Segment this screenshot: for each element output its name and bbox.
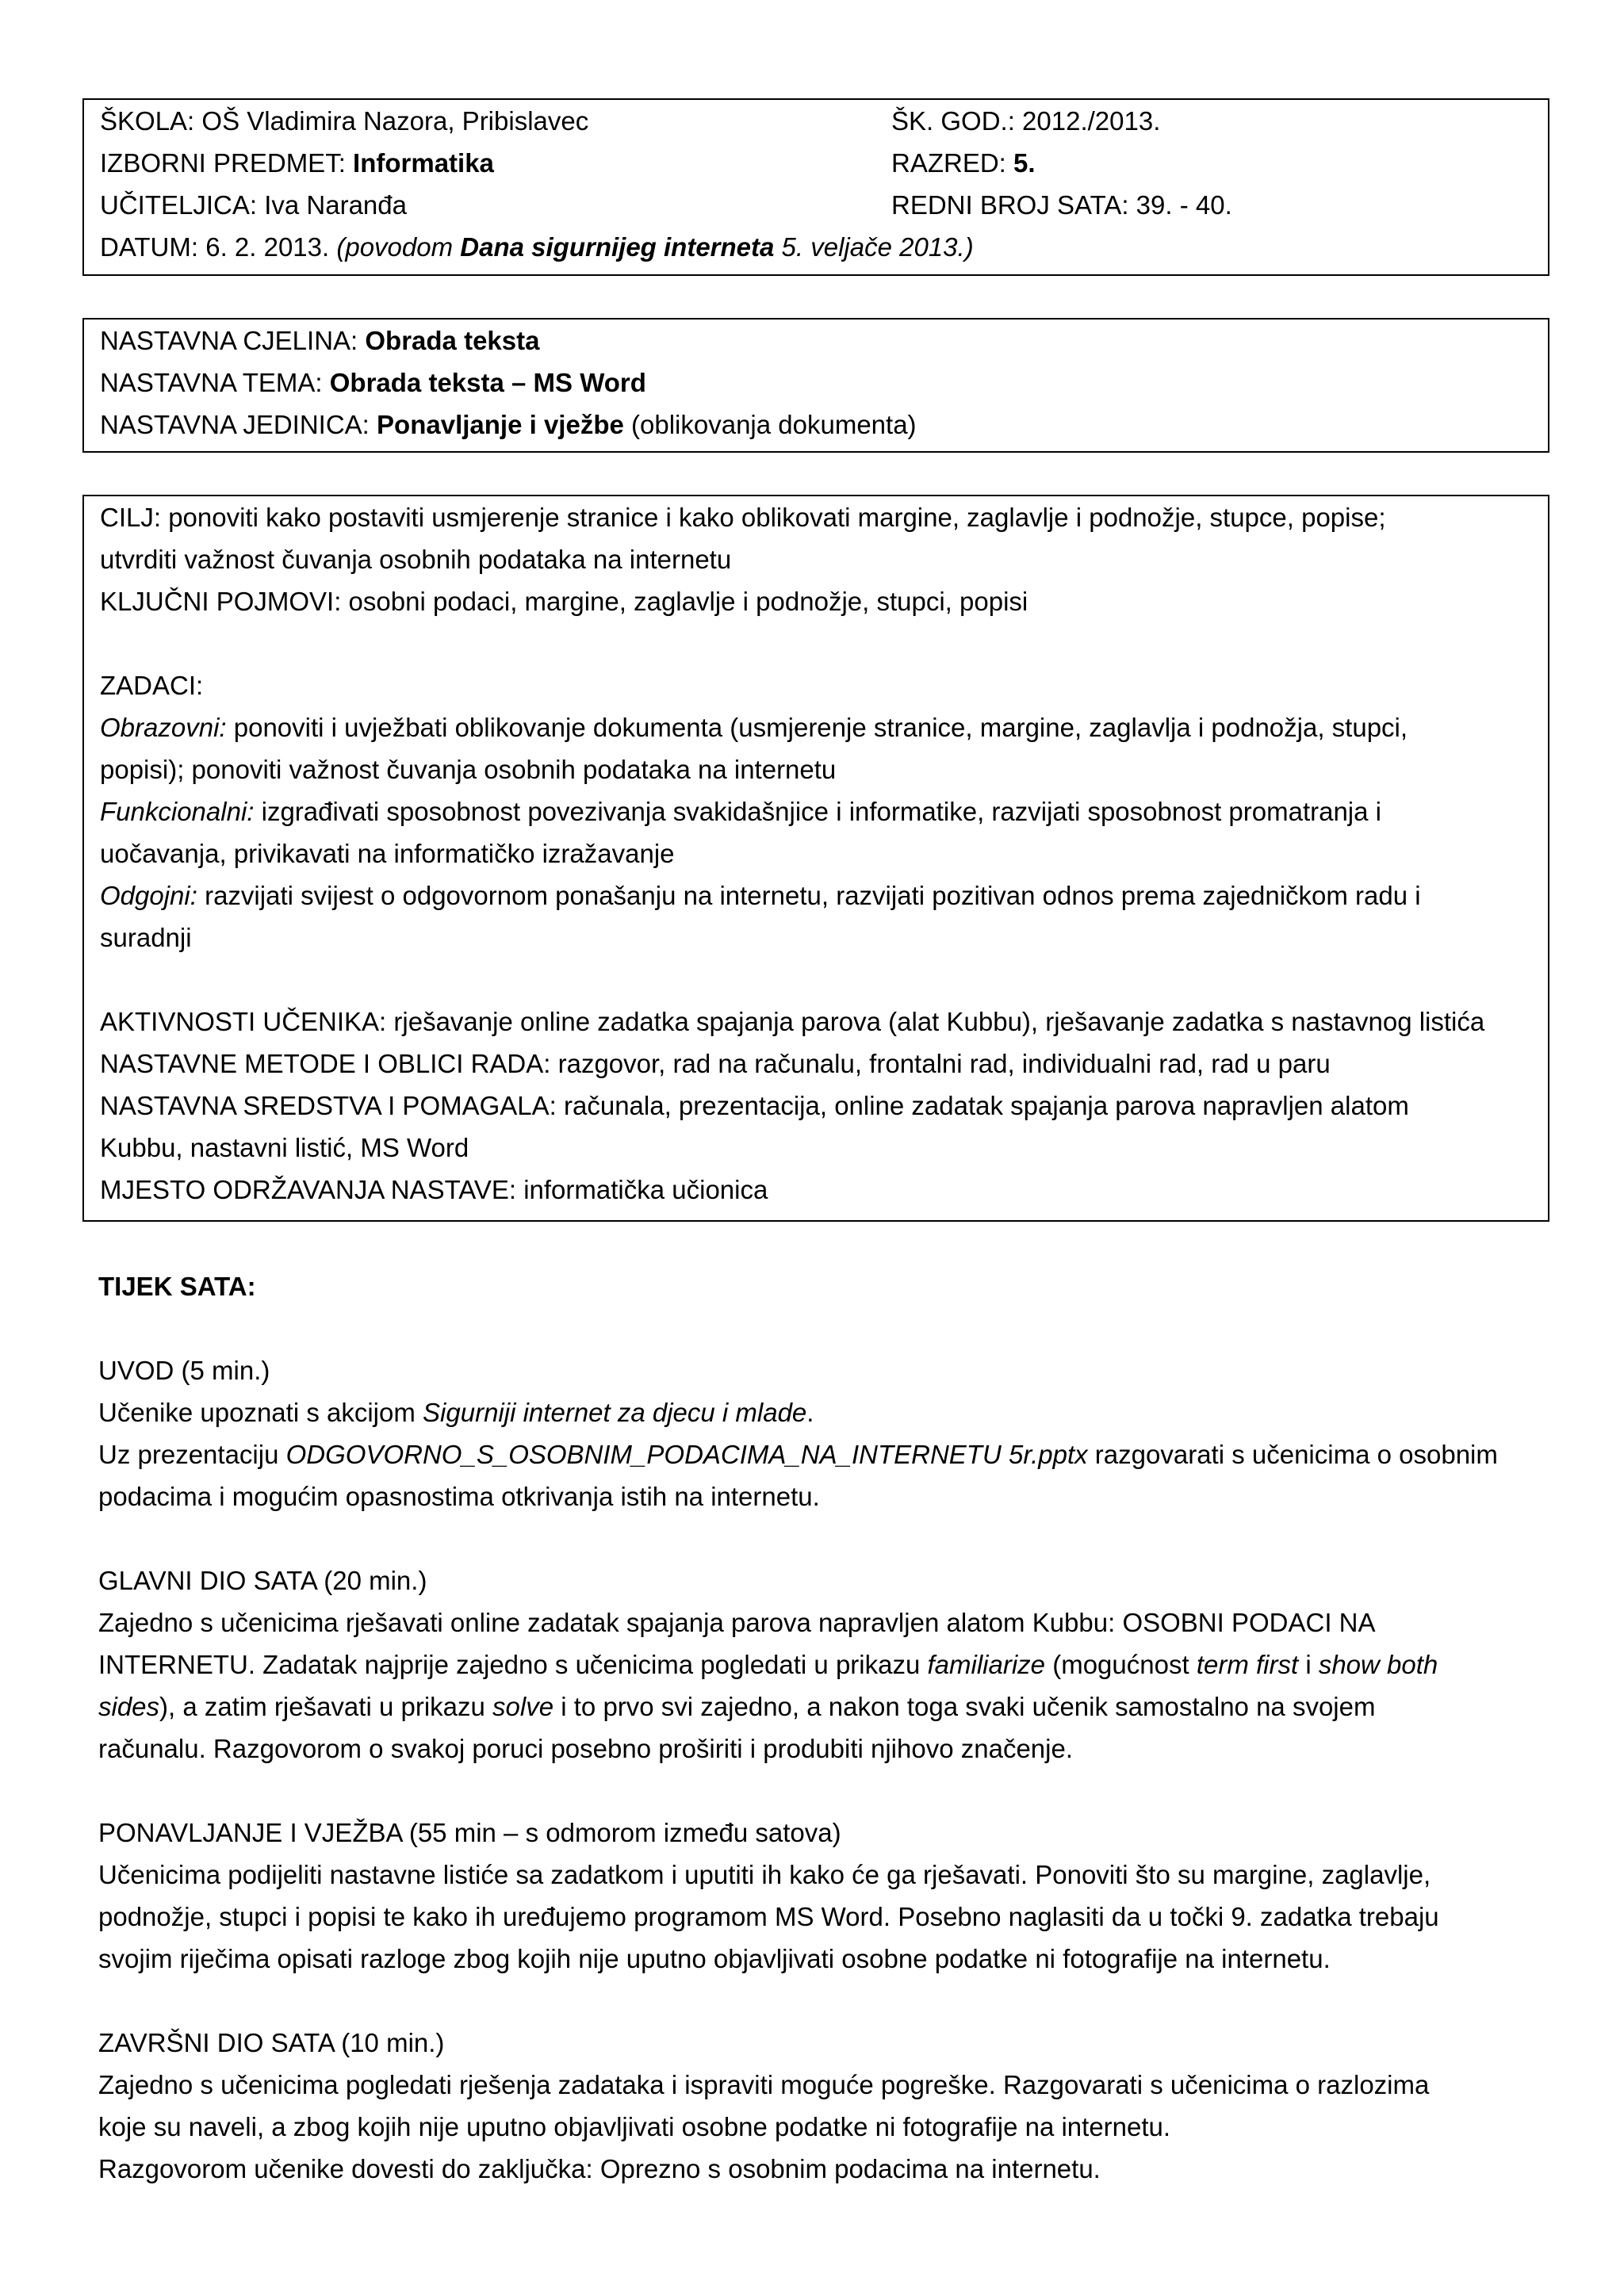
tools-line-1: NASTAVNA SREDSTVA I POMAGALA: računala, prezentacija, online zadatak spajanja parova napravljen alatom xyxy=(100,1091,1409,1120)
option-sides: sides xyxy=(98,1692,160,1721)
lesson-number-field xyxy=(891,184,1232,226)
goals-box xyxy=(82,495,1549,1222)
intro-line-1-end: . xyxy=(806,1398,814,1427)
course-section xyxy=(98,1265,1549,2190)
date-row xyxy=(100,226,1532,268)
subject-label: IZBORNI PREDMET: xyxy=(100,148,346,178)
closing-line-1: Zajedno s učenicima pogledati rješenja zadataka i ispraviti moguće pogreške. Razgovarati s učenicima o razlozima xyxy=(98,2070,1430,2099)
presentation-filename: ODGOVORNO_S_OSOBNIM_PODACIMA_NA_INTERNETU 5r.pptx xyxy=(285,1440,1088,1469)
repetition-heading: PONAVLJANJE I VJEŽBA (55 min – s odmorom između satova) xyxy=(98,1818,841,1847)
mode-solve: solve xyxy=(492,1692,554,1721)
theme-label: NASTAVNA TEMA: xyxy=(100,368,323,397)
date-label: DATUM: xyxy=(100,232,199,262)
school-value: OŠ Vladimira Nazora, Pribislavec xyxy=(201,106,589,136)
date-note-end: 5. veljače 2013.) xyxy=(781,232,974,262)
func-task-line-1 xyxy=(100,790,1532,832)
moral-task-line-1 xyxy=(100,874,1532,916)
grade-value: 5. xyxy=(1013,148,1036,178)
intro-line-2-end: razgovarati s učenicima o osobnim xyxy=(1094,1440,1498,1469)
tasks-heading: ZADACI: xyxy=(100,671,204,700)
spacer xyxy=(98,1307,1549,1349)
header-info-box xyxy=(82,98,1549,276)
tools-line-2: Kubbu, nastavni listić, MS Word xyxy=(100,1133,469,1162)
main-line-2-c: (mogućnost xyxy=(1052,1650,1189,1679)
activities-line: AKTIVNOSTI UČENIKA: rješavanje online zadatka spajanja parova (alat Kubbu), rješavanje zadatka s nastavnog listića xyxy=(100,1007,1485,1036)
school-row xyxy=(100,100,1532,142)
school-year-value: 2012./2013. xyxy=(1022,106,1161,136)
spacer xyxy=(100,959,1532,1001)
school-year-label: ŠK. GOD.: xyxy=(891,106,1015,136)
methods-line: NASTAVNE METODE I OBLICI RADA: razgovor, rad na računalu, frontalni rad, individualni rad, rad u paru xyxy=(100,1049,1331,1078)
date-note-event: Dana sigurnijeg interneta xyxy=(460,232,775,262)
topic-box xyxy=(82,318,1549,453)
unit-value: Obrada teksta xyxy=(365,326,540,355)
func-task-line-2: uočavanja, privikavati na informatičko izražavanje xyxy=(100,839,675,868)
spacer xyxy=(100,622,1532,664)
main-line-2-a: INTERNETU. Zadatak najprije zajedno s učenicima pogledati u prikazu xyxy=(98,1650,921,1679)
main-line-3-b: ), a zatim rješavati u prikazu xyxy=(159,1692,485,1721)
option-show-both: show both xyxy=(1318,1650,1438,1679)
teacher-row xyxy=(100,184,1532,226)
goal-line-1: CILJ: ponoviti kako postaviti usmjerenje stranice i kako oblikovati margine, zaglavlje i podnožje, stupce, popise; xyxy=(100,503,1386,532)
school-label: ŠKOLA: xyxy=(100,106,195,136)
lesson-label: NASTAVNA JEDINICA: xyxy=(100,410,370,439)
intro-line-2-start: Uz prezentaciju xyxy=(98,1440,279,1469)
intro-heading: UVOD (5 min.) xyxy=(98,1356,270,1385)
lesson-row xyxy=(100,404,1532,446)
edu-task-line-1 xyxy=(100,706,1532,748)
repetition-line-1: Učenicima podijeliti nastavne listiće sa zadatkom i uputiti ih kako će ga rješavati. Ponoviti što su margine, zaglavlje, xyxy=(98,1860,1431,1889)
spacer xyxy=(98,1517,1549,1559)
lesson-number-value: 39. - 40. xyxy=(1136,190,1232,220)
main-line-1: Zajedno s učenicima rješavati online zadatak spajanja parova napravljen alatom Kubbu: OSOBNI PODACI NA xyxy=(98,1608,1376,1637)
repetition-line-2: podnožje, stupci i popisi te kako ih uređujemo programom MS Word. Posebno naglasiti da u točki 9. zadatka trebaju xyxy=(98,1902,1439,1931)
intro-line-1 xyxy=(98,1391,1549,1433)
subject-row xyxy=(100,142,1532,184)
unit-label: NASTAVNA CJELINA: xyxy=(100,326,358,355)
main-line-3 xyxy=(98,1686,1549,1728)
spacer xyxy=(98,1980,1549,2022)
teacher-label: UČITELJICA: xyxy=(100,190,258,220)
teacher-value: Iva Naranđa xyxy=(264,190,407,220)
repetition-line-3: svojim riječima opisati razloge zbog kojih nije uputno objavljivati osobne podatke ni fotografije na internetu. xyxy=(98,1944,1331,1973)
date-value: 6. 2. 2013. xyxy=(205,232,330,262)
main-heading: GLAVNI DIO SATA (20 min.) xyxy=(98,1566,427,1595)
main-line-2 xyxy=(98,1644,1549,1686)
intro-line-1-start: Učenike upoznati s akcijom xyxy=(98,1398,416,1427)
unit-row xyxy=(100,320,1532,362)
main-line-4: računalu. Razgovorom o svakoj poruci posebno proširiti i produbiti njihovo značenje. xyxy=(98,1734,1074,1763)
theme-row xyxy=(100,362,1532,404)
theme-value: Obrada teksta – MS Word xyxy=(329,368,646,397)
intro-line-2 xyxy=(98,1433,1549,1475)
keywords-line: KLJUČNI POJMOVI: osobni podaci, margine, zaglavlje i podnožje, stupci, popisi xyxy=(100,587,1028,616)
lesson-note: (oblikovanja dokumenta) xyxy=(631,410,917,439)
lesson-value: Ponavljanje i vježbe xyxy=(377,410,624,439)
moral-task-label: Odgojni: xyxy=(100,881,197,910)
main-line-2-e: i xyxy=(1305,1650,1312,1679)
option-term-first: term first xyxy=(1196,1650,1299,1679)
moral-task-line-2: suradnji xyxy=(100,923,192,952)
course-heading-text: TIJEK SATA: xyxy=(98,1272,256,1301)
mode-familiarize: familiarize xyxy=(927,1650,1046,1679)
intro-line-3: podacima i mogućim opasnostima otkrivanja istih na internetu. xyxy=(98,1482,820,1511)
grade-field xyxy=(891,142,1036,184)
moral-task-text: razvijati svijest o odgovornom ponašanju na internetu, razvijati pozitivan odnos prema zajedničkom radu i xyxy=(205,881,1421,910)
main-line-3-d: i to prvo svi zajedno, a nakon toga svaki učenik samostalno na svojem xyxy=(561,1692,1376,1721)
func-task-label: Funkcionalni: xyxy=(100,797,255,826)
closing-heading: ZAVRŠNI DIO SATA (10 min.) xyxy=(98,2028,445,2057)
edu-task-text: ponoviti i uvježbati oblikovanje dokumenta (usmjerenje stranice, margine, zaglavlja i podnožja, stupci, xyxy=(233,713,1408,742)
func-task-text: izgrađivati sposobnost povezivanja svakidašnjice i informatike, razvijati sposobnost promatranja i xyxy=(261,797,1381,826)
edu-task-line-2: popisi); ponoviti važnost čuvanja osobnih podataka na internetu xyxy=(100,755,837,784)
grade-label: RAZRED: xyxy=(891,148,1006,178)
place-line: MJESTO ODRŽAVANJA NASTAVE: informatička učionica xyxy=(100,1175,768,1204)
course-heading xyxy=(98,1265,1549,1307)
closing-line-3: Razgovorom učenike dovesti do zaključka: Oprezno s osobnim podacima na internetu. xyxy=(98,2154,1101,2183)
spacer xyxy=(98,1770,1549,1812)
date-note-start: (povodom xyxy=(336,232,454,262)
campaign-name: Sigurniji internet za djecu i mlade xyxy=(423,1398,807,1427)
subject-value: Informatika xyxy=(353,148,494,178)
school-year-field xyxy=(891,100,1160,142)
lesson-number-label: REDNI BROJ SATA: xyxy=(891,190,1129,220)
goal-line-2: utvrditi važnost čuvanja osobnih podataka na internetu xyxy=(100,545,732,574)
edu-task-label: Obrazovni: xyxy=(100,713,227,742)
closing-line-2: koje su naveli, a zbog kojih nije uputno objavljivati osobne podatke ni fotografije na internetu. xyxy=(98,2112,1171,2141)
